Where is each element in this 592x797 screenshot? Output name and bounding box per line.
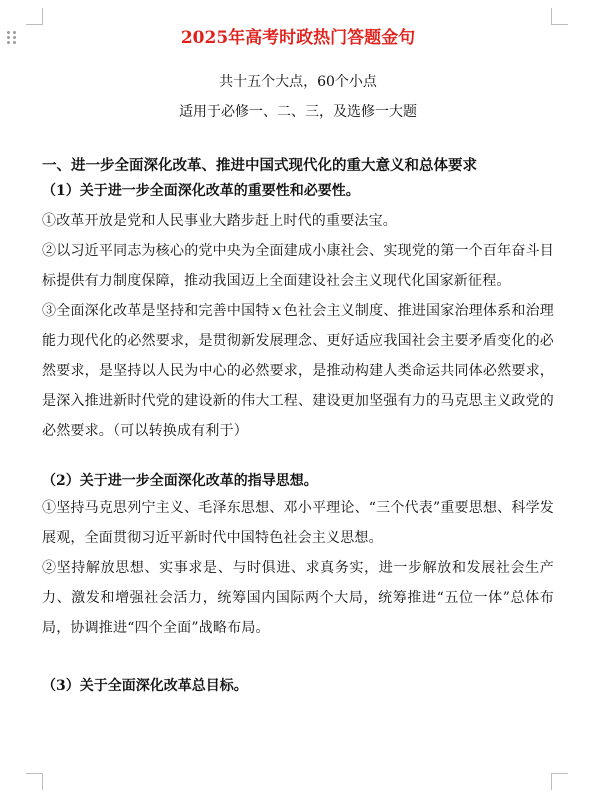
crop-mark-bottom-left <box>26 773 43 790</box>
part-1-point-1: ①改革开放是党和人民事业大踏步赶上时代的重要法宝。 <box>42 213 397 229</box>
part-1-point-2: ②以习近平同志为核心的党中央为全面建成小康社会、实现党的第一个百年奋斗目标提供有力制度保障，推动我国迈上全面建设社会主义现代化国家新征程。 <box>42 243 554 289</box>
part-1-point-3: ③全面深化改革是坚持和完善中国特ｘ色社会主义制度、推进国家治理体系和治理能力现代化的必然要求，是贯彻新发展理念、更好适应我国社会主要矛盾变化的必然要求，是坚持以人民为中心的必然要求，是推动构建人类命运共同体必然要求，是深入推进新时代党的建设新的伟大工程、建设更加坚强有力的马克思主义政党的必然要求。（可以转换成有利于） <box>42 303 554 439</box>
part-1-heading: （1）关于进一步全面深化改革的重要性和必要性。 <box>42 183 360 199</box>
document-subtitle-count: 共十五个大点，60个小点 <box>219 74 377 90</box>
drag-handle-icon[interactable] <box>7 31 17 45</box>
part-2-heading: （2）关于进一步全面深化改革的指导思想。 <box>42 473 318 489</box>
section-1-heading: 一、进一步全面深化改革、推进中国式现代化的重大意义和总体要求 <box>42 157 477 174</box>
crop-mark-bottom-right <box>551 773 568 790</box>
document-subtitle-scope: 适用于必修一、二、三，及选修一大题 <box>179 104 417 120</box>
part-2-point-2: ②坚持解放思想、实事求是、与时俱进、求真务实，进一步解放和发展社会生产力、激发和增强社会活力，统筹国内国际两个大局，统筹推进“五位一体”总体布局，协调推进“四个全面”战略布局。 <box>42 560 554 636</box>
part-2-point-1: ①坚持马克思列宁主义、毛泽东思想、邓小平理论、“三个代表”重要思想、科学发展观，全面贯彻习近平新时代中国特色社会主义思想。 <box>42 500 554 546</box>
document-page <box>42 22 554 696</box>
document-title: 2025年高考时政热门答题金句 <box>180 28 416 48</box>
part-3-heading: （3）关于全面深化改革总目标。 <box>42 678 248 694</box>
crop-mark-top-left <box>26 8 43 25</box>
